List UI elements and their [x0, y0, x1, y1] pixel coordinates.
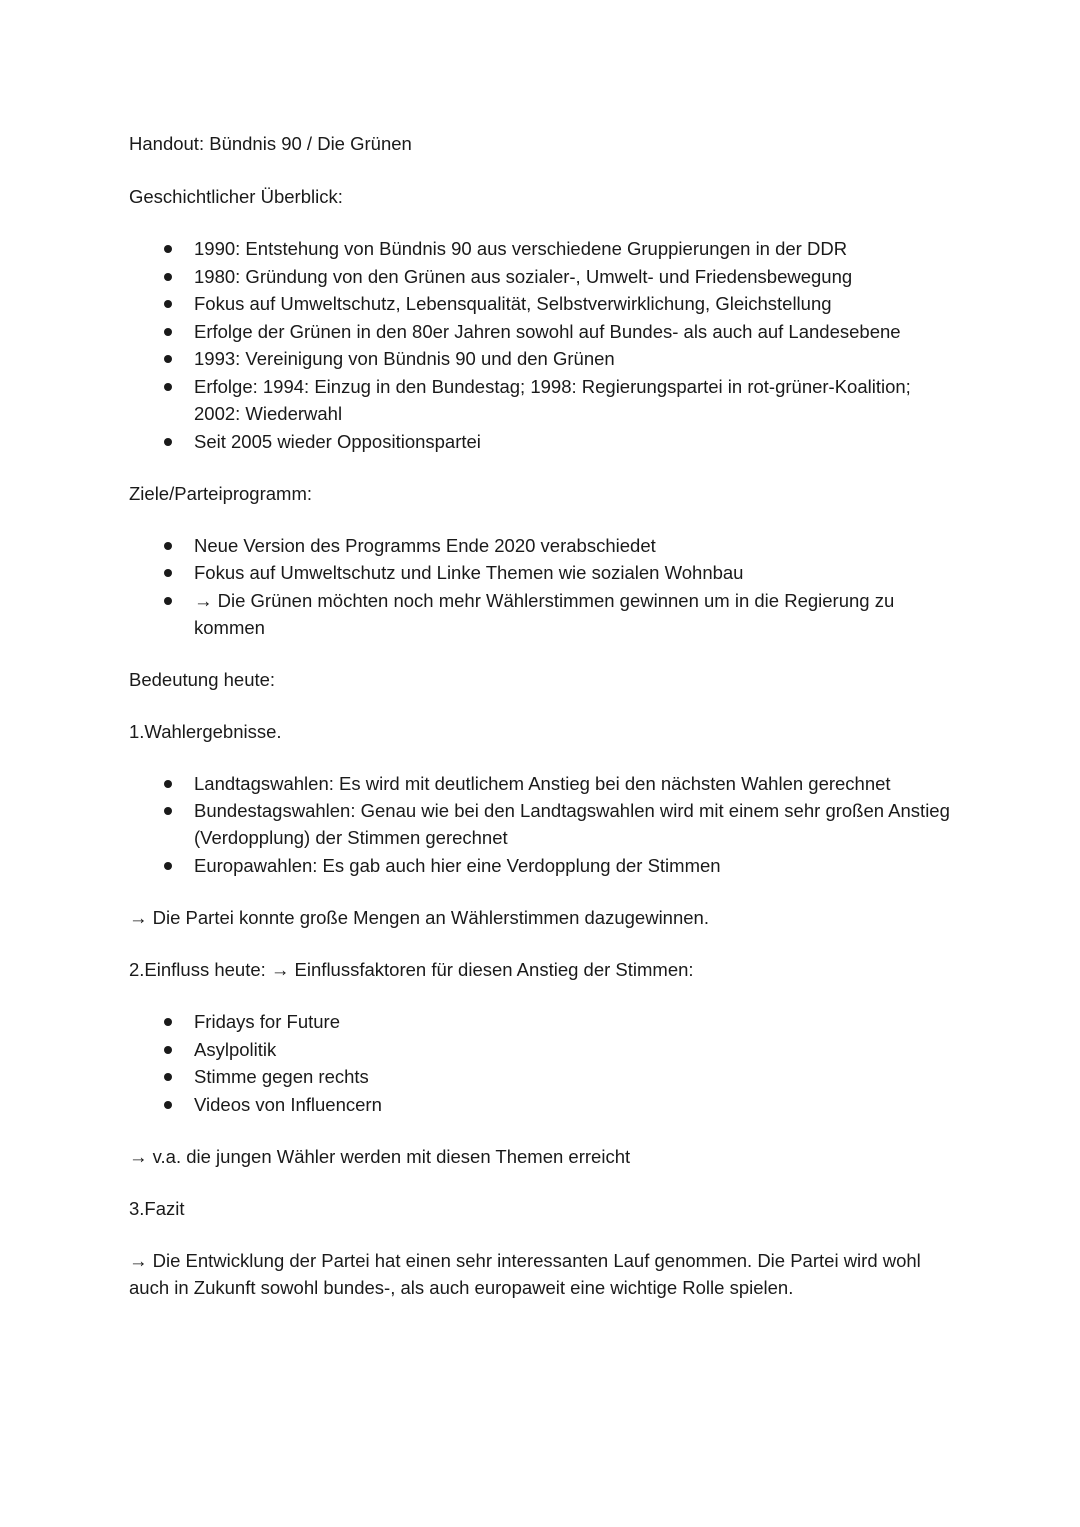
list-item: Stimme gegen rechts: [129, 1063, 959, 1090]
list-item: Europawahlen: Es gab auch hier eine Verdopplung der Stimmen: [129, 852, 959, 879]
bullet-icon: [164, 383, 172, 391]
subsection-heading-election-results: 1.Wahlergebnisse.: [129, 720, 282, 742]
list-item: Asylpolitik: [129, 1036, 959, 1063]
list-item: → Die Grünen möchten noch mehr Wählerstimmen gewinnen um in die Regierung zu kommen: [129, 587, 959, 641]
bullet-icon: [164, 245, 172, 253]
bullet-icon: [164, 862, 172, 870]
bullet-icon: [164, 1046, 172, 1054]
list-item: Erfolge der Grünen in den 80er Jahren sowohl auf Bundes- als auch auf Landesebene: [129, 318, 959, 345]
influence-factors-list: [129, 1008, 959, 1118]
section-heading-significance: Bedeutung heute:: [129, 668, 276, 690]
list-item: Neue Version des Programms Ende 2020 verabschiedet: [129, 532, 959, 559]
bullet-icon: [164, 328, 172, 336]
list-item: Bundestagswahlen: Genau wie bei den Landtagswahlen wird mit einem sehr großen Anstieg (Verdopplung) der Stimmen gerechnet: [129, 797, 959, 851]
election-results-list: [129, 770, 959, 879]
list-item: Fokus auf Umweltschutz, Lebensqualität, Selbstverwirklichung, Gleichstellung: [129, 290, 959, 317]
bullet-icon: [164, 807, 172, 815]
section-heading-history: Geschichtlicher Überblick:: [129, 186, 343, 207]
goals-list: [129, 532, 959, 641]
election-results-conclusion: → Die Partei konnte große Mengen an Wählerstimmen dazugewinnen.: [129, 906, 709, 928]
list-item: Seit 2005 wieder Oppositionspartei: [129, 428, 959, 455]
list-item: Videos von Influencern: [129, 1091, 959, 1118]
document-content: [129, 130, 959, 1326]
final-conclusion: → Die Entwicklung der Partei hat einen sehr interessanten Lauf genommen. Die Partei wird wohl auch in Zukunft sowohl bundes-, als auch europaweit eine wichtige Rolle spielen.: [129, 1249, 926, 1298]
list-item: Fridays for Future: [129, 1008, 959, 1035]
list-item: Fokus auf Umweltschutz und Linke Themen wie sozialen Wohnbau: [129, 559, 959, 586]
bullet-icon: [164, 273, 172, 281]
bullet-icon: [164, 780, 172, 788]
bullet-icon: [164, 597, 172, 605]
bullet-icon: [164, 1101, 172, 1109]
list-item: 1993: Vereinigung von Bündnis 90 und den Grünen: [129, 345, 959, 372]
list-item: 1980: Gründung von den Grünen aus sozialer-, Umwelt- und Friedensbewegung: [129, 263, 959, 290]
bullet-icon: [164, 1073, 172, 1081]
bullet-icon: [164, 1018, 172, 1026]
history-list: [129, 235, 959, 455]
bullet-icon: [164, 355, 172, 363]
bullet-icon: [164, 438, 172, 446]
bullet-icon: [164, 300, 172, 308]
document-title: Handout: Bündnis 90 / Die Grünen: [129, 133, 412, 154]
influence-conclusion: → v.a. die jungen Wähler werden mit diesen Themen erreicht: [129, 1145, 631, 1167]
subsection-heading-influence: 2.Einfluss heute: → Einflussfaktoren für diesen Anstieg der Stimmen:: [129, 958, 694, 980]
list-item: Erfolge: 1994: Einzug in den Bundestag; 1998: Regierungspartei in rot-grüner-Koalition; 2002: Wiederwahl: [129, 373, 959, 427]
bullet-icon: [164, 542, 172, 550]
bullet-icon: [164, 569, 172, 577]
section-heading-goals: Ziele/Parteiprogramm:: [129, 482, 313, 504]
list-item: Landtagswahlen: Es wird mit deutlichem Anstieg bei den nächsten Wahlen gerechnet: [129, 770, 959, 797]
subsection-heading-conclusion: 3.Fazit: [129, 1197, 185, 1219]
list-item: 1990: Entstehung von Bündnis 90 aus verschiedene Gruppierungen in der DDR: [129, 235, 959, 262]
